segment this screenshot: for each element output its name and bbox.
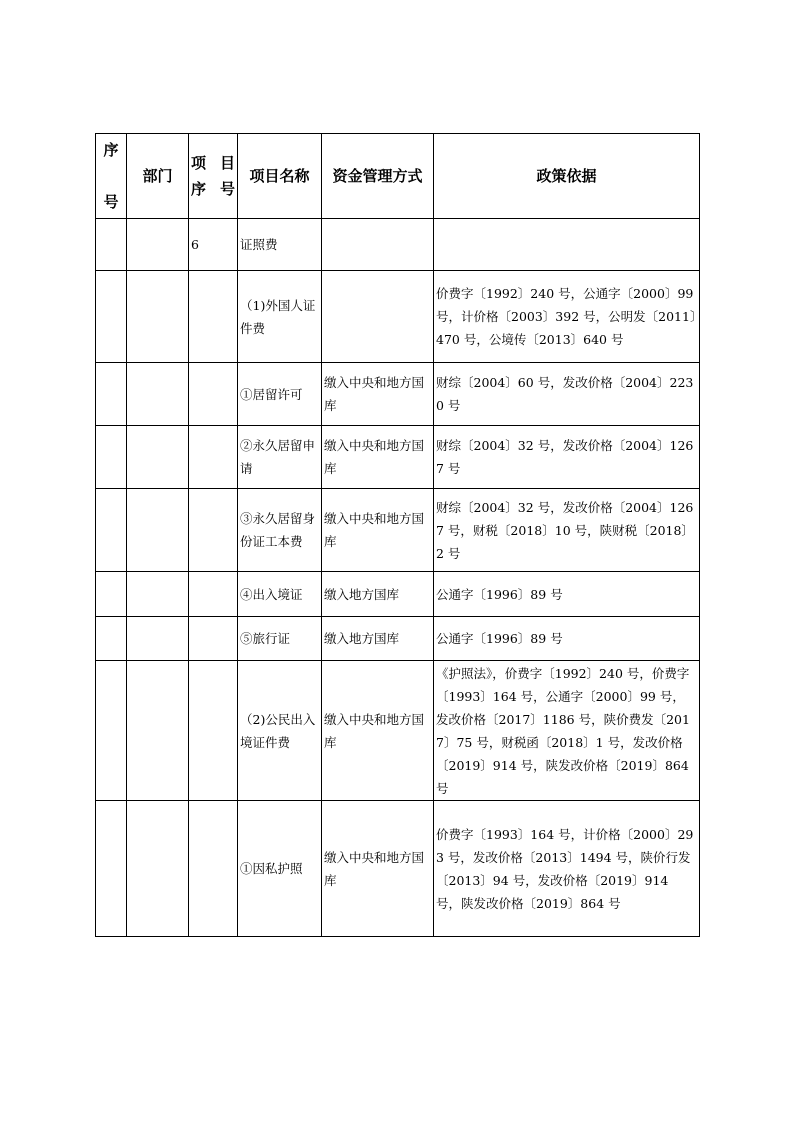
- row-item-name: ①因私护照: [238, 801, 322, 937]
- row-policy-basis: 财综〔2004〕32 号，发改价格〔2004〕1267 号: [434, 426, 700, 489]
- row-policy-basis: 财综〔2004〕60 号，发改价格〔2004〕2230 号: [434, 363, 700, 426]
- row-bumen: [127, 426, 189, 489]
- row-fund-method: 缴入中央和地方国库: [322, 426, 434, 489]
- row-bumen: [127, 572, 189, 617]
- header-zijin-fangshi: 资金管理方式: [322, 134, 434, 219]
- row-item-name: ①居留许可: [238, 363, 322, 426]
- row-fund-method: 缴入中央和地方国库: [322, 661, 434, 801]
- header-xiangmu-mingcheng: 项目名称: [238, 134, 322, 219]
- row-fund-method: 缴入地方国库: [322, 572, 434, 617]
- row-bumen: [127, 271, 189, 363]
- table-row: [96, 363, 700, 426]
- row-item-number: [189, 363, 238, 426]
- table-row: [96, 572, 700, 617]
- row-item-number: [189, 661, 238, 801]
- row-xuhao: [96, 801, 127, 937]
- row-fund-method: 缴入中央和地方国库: [322, 363, 434, 426]
- fee-table: [95, 133, 700, 937]
- row-xuhao: [96, 363, 127, 426]
- header-xiangmu-xuhao: 项 目 序 号: [189, 134, 238, 219]
- table-row: [96, 219, 700, 271]
- table-row: [96, 489, 700, 572]
- row-policy-basis: 价费字〔1993〕164 号，计价格〔2000〕293 号，发改价格〔2013〕1494 号，陕价行发〔2013〕94 号，发改价格〔2019〕914 号，陕发改价格〔2019〕864 号: [434, 801, 700, 937]
- row-xuhao: [96, 426, 127, 489]
- header-bumen: 部门: [127, 134, 189, 219]
- row-xuhao: [96, 572, 127, 617]
- header-zhengce-yiju: 政策依据: [434, 134, 700, 219]
- row-item-number: [189, 426, 238, 489]
- row-item-number: [189, 489, 238, 572]
- row-item-number: [189, 572, 238, 617]
- row-item-name: （2)公民出入境证件费: [238, 661, 322, 801]
- row-bumen: [127, 363, 189, 426]
- table-header-row: [96, 134, 700, 219]
- table-row: [96, 801, 700, 937]
- row-xuhao: [96, 219, 127, 271]
- row-item-number: [189, 271, 238, 363]
- row-fund-method: [322, 271, 434, 363]
- row-policy-basis: 《护照法》，价费字〔1992〕240 号，价费字〔1993〕164 号，公通字〔2000〕99 号，发改价格〔2017〕1186 号，陕价费发〔2017〕75 号，财税函〔2018〕1 号，发改价格〔2019〕914 号，陕发改价格〔2019〕864 号: [434, 661, 700, 801]
- row-item-number: [189, 617, 238, 661]
- row-fund-method: [322, 219, 434, 271]
- table-row: [96, 271, 700, 363]
- table-row: [96, 661, 700, 801]
- row-fund-method: 缴入中央和地方国库: [322, 489, 434, 572]
- row-item-name: 证照费: [238, 219, 322, 271]
- row-xuhao: [96, 661, 127, 801]
- row-policy-basis: 公通字〔1996〕89 号: [434, 572, 700, 617]
- row-fund-method: 缴入地方国库: [322, 617, 434, 661]
- row-bumen: [127, 617, 189, 661]
- row-policy-basis: 公通字〔1996〕89 号: [434, 617, 700, 661]
- row-xuhao: [96, 617, 127, 661]
- row-item-name: （1)外国人证件费: [238, 271, 322, 363]
- row-xuhao: [96, 271, 127, 363]
- row-bumen: [127, 801, 189, 937]
- table-row: [96, 426, 700, 489]
- row-policy-basis: [434, 219, 700, 271]
- row-bumen: [127, 489, 189, 572]
- row-policy-basis: 财综〔2004〕32 号，发改价格〔2004〕1267 号，财税〔2018〕10 号，陕财税〔2018〕2 号: [434, 489, 700, 572]
- row-item-number: 6: [189, 219, 238, 271]
- row-item-number: [189, 801, 238, 937]
- row-item-name: ③永久居留身份证工本费: [238, 489, 322, 572]
- row-xuhao: [96, 489, 127, 572]
- row-fund-method: 缴入中央和地方国库: [322, 801, 434, 937]
- row-policy-basis: 价费字〔1992〕240 号，公通字〔2000〕99 号，计价格〔2003〕392 号，公明发〔2011〕470 号，公境传〔2013〕640 号: [434, 271, 700, 363]
- table-row: [96, 617, 700, 661]
- row-bumen: [127, 219, 189, 271]
- header-xuhao: 序 号: [96, 134, 127, 219]
- row-item-name: ⑤旅行证: [238, 617, 322, 661]
- row-bumen: [127, 661, 189, 801]
- row-item-name: ④出入境证: [238, 572, 322, 617]
- row-item-name: ②永久居留申请: [238, 426, 322, 489]
